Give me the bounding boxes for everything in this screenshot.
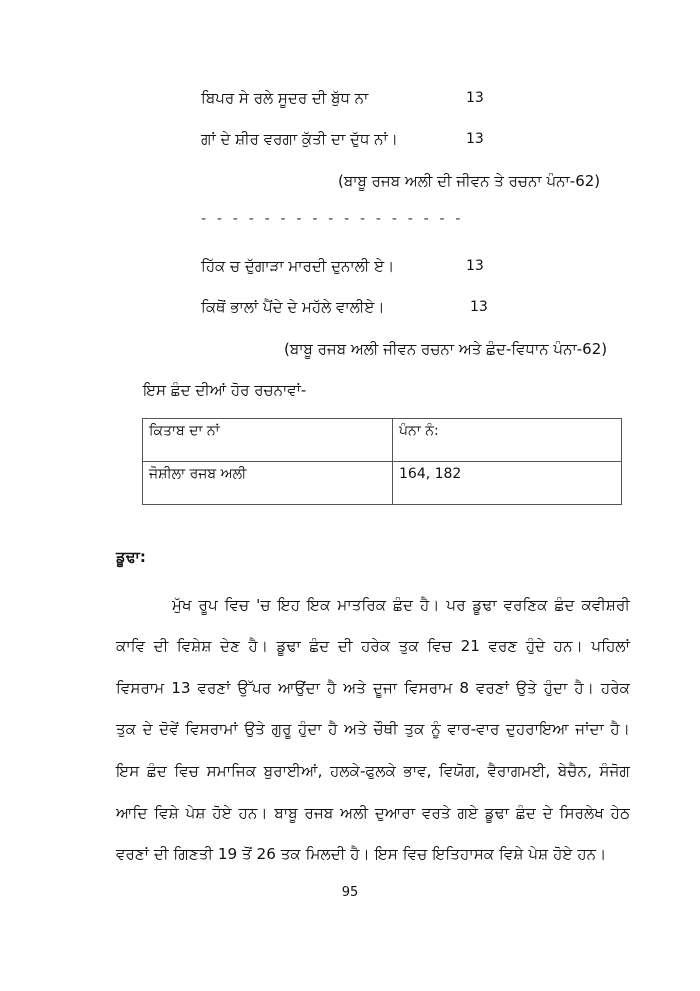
citation: (ਬਾਬੂ ਰਜਬ ਅਲੀ ਦੀ ਜੀਵਨ ਤੇ ਰਚਨਾ ਪੰਨਾ-62) (338, 172, 601, 190)
table-cell: 164, 182 (393, 462, 622, 505)
separator-dashes: - - - - - - - - - - - - - - - - - (201, 211, 464, 227)
paragraph-line: ਵਰਣਾਂ ਦੀ ਗਿਣਤੀ 19 ਤੋਂ 26 ਤਕ ਮਿਲਦੀ ਹੈ। ਇਸ ਵਿਚ ਇਤਿਹਾਸਕ ਵਿਸ਼ੇ ਪੇਸ਼ ਹੋਏ ਹਨ। (116, 845, 607, 863)
paragraph-line: ਤੁਕ ਦੇ ਦੋਵੇਂ ਵਿਸਰਾਮਾਂ ਉਤੇ ਗੁਰੂ ਹੁੰਦਾ ਹੈ ਅਤੇ ਚੌਥੀ ਤੁਕ ਨੂੰ ਵਾਰ-ਵਾਰ ਦੁਹਰਾਇਆ ਜਾਂਦਾ ਹੈ। (116, 720, 630, 738)
citation: (ਬਾਬੂ ਰਜਬ ਅਲੀ ਜੀਵਨ ਰਚਨਾ ਅਤੇ ਛੰਦ-ਵਿਧਾਨ ਪੰਨਾ-62) (284, 340, 608, 358)
verse-count: 13 (466, 90, 484, 106)
section-heading: ਡੂਢਾ: (116, 548, 146, 566)
other-works-intro: ਇਸ ਛੰਦ ਦੀਆਂ ਹੋਰ ਰਚਨਾਵਾਂ- (143, 381, 307, 399)
paragraph-line: ਆਦਿ ਵਿਸ਼ੇ ਪੇਸ਼ ਹੋਏ ਹਨ। ਬਾਬੂ ਰਜਬ ਅਲੀ ਦੁਆਰਾ ਵਰਤੇ ਗਏ ਡੂਢਾ ਛੰਦ ਦੇ ਸਿਰਲੇਖ ਹੇਠ (116, 804, 630, 822)
page-number: 95 (341, 885, 359, 900)
other-works-table (142, 418, 622, 505)
verse-count: 13 (466, 131, 484, 147)
table-header-row (143, 419, 622, 462)
verse-line: ਗਾਂ ਦੇ ਸ਼ੀਰ ਵਰਗਾ ਕੁੱਤੀ ਦਾ ਦੁੱਧ ਨਾਂ। (201, 130, 398, 148)
table-header-cell: ਕਿਤਾਬ ਦਾ ਨਾਂ (143, 419, 393, 462)
verse-line: ਬਿਪਰ ਸੇ ਰਲੇ ਸੂਦਰ ਦੀ ਬੁੱਧ ਨਾ (201, 89, 369, 107)
paragraph-line: ਕਾਵਿ ਦੀ ਵਿਸ਼ੇਸ਼ ਦੇਣ ਹੈ। ਡੂਢਾ ਛੰਦ ਦੀ ਹਰੇਕ ਤੁਕ ਵਿਚ 21 ਵਰਣ ਹੁੰਦੇ ਹਨ। ਪਹਿਲਾਂ (116, 637, 630, 655)
verse-line: ਹਿੱਕ ਚ ਦੁੱਗਾੜਾ ਮਾਰਦੀ ਦੁਨਾਲੀ ਏ। (201, 257, 395, 275)
table-cell: ਜੋਸ਼ੀਲਾ ਰਜਬ ਅਲੀ (143, 462, 393, 505)
verse-line: ਕਿਥੋਂ ਭਾਲਾਂ ਪੈਂਦੇ ਦੇ ਮਹੱਲੇ ਵਾਲੀਏ। (201, 298, 385, 316)
verse-count: 13 (466, 258, 484, 274)
paragraph-line: ਇਸ ਛੰਦ ਵਿਚ ਸਮਾਜਿਕ ਬੁਰਾਈਆਂ, ਹਲਕੇ-ਫੁਲਕੇ ਭਾਵ, ਵਿਯੋਗ, ਵੈਰਾਗਮਈ, ਬੇਚੈਨ, ਸੰਜੋਗ (116, 762, 630, 780)
paragraph-line: ਮੁੱਖ ਰੂਪ ਵਿਚ 'ਚ ਇਹ ਇਕ ਮਾਤਰਿਕ ਛੰਦ ਹੈ। ਪਰ ਡੂਢਾ ਵਰਣਿਕ ਛੰਦ ਕਵੀਸ਼ਰੀ (172, 596, 630, 614)
table-row (143, 462, 622, 505)
verse-count: 13 (470, 299, 488, 315)
table-header-cell: ਪੰਨਾ ਨੰ: (393, 419, 622, 462)
paragraph-line: ਵਿਸਰਾਮ 13 ਵਰਣਾਂ ਉੱਪਰ ਆਉਂਦਾ ਹੈ ਅਤੇ ਦੂਜਾ ਵਿਸਰਾਮ 8 ਵਰਣਾਂ ਉਤੇ ਹੁੰਦਾ ਹੈ। ਹਰੇਕ (116, 679, 630, 697)
